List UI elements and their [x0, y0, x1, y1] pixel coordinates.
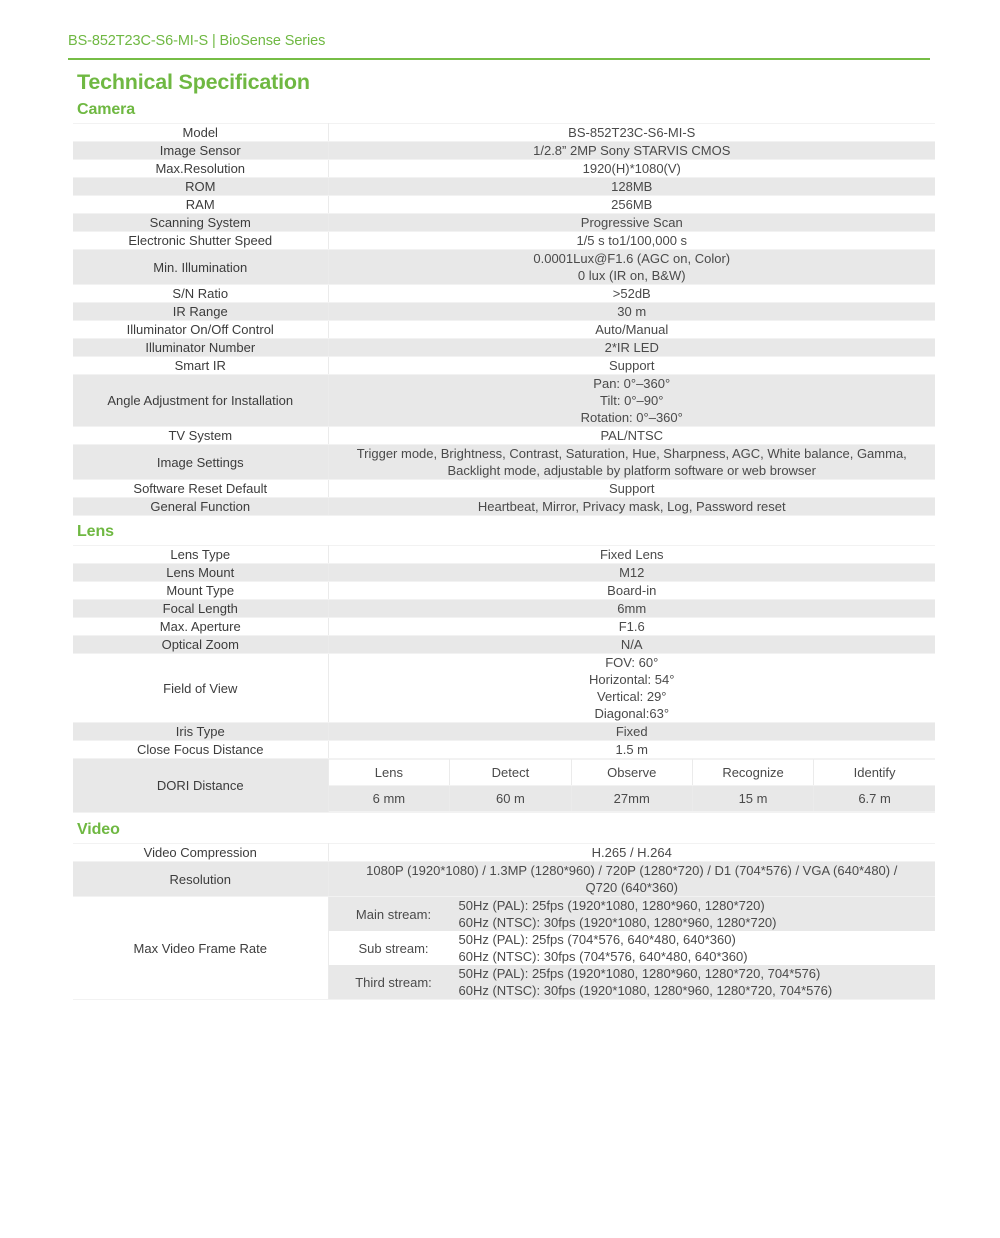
spec-label: Lens Mount [73, 564, 328, 582]
table-row [73, 196, 935, 214]
spec-value-line: 0.0001Lux@F1.6 (AGC on, Color) [533, 251, 731, 266]
dori-distance-row [73, 759, 935, 813]
spec-value [328, 636, 935, 654]
table-row [73, 303, 935, 321]
dori-header-cell: Lens [329, 760, 450, 786]
video-rows [73, 844, 935, 1000]
spec-value-line: 1.5 m [615, 742, 648, 757]
spec-label: Mount Type [73, 582, 328, 600]
stream-row [329, 931, 936, 965]
spec-value [328, 285, 935, 303]
spec-value-line: Vertical: 29° [596, 689, 667, 704]
spec-value-line: Board-in [607, 583, 657, 598]
spec-value [328, 741, 935, 759]
stream-value-line: 60Hz (NTSC): 30fps (1920*1080, 1280*960, 1280*720) [458, 915, 777, 930]
table-row [73, 357, 935, 375]
spec-value [328, 844, 935, 862]
spec-value-line: 256MB [611, 197, 653, 212]
table-row [73, 723, 935, 741]
spec-value [328, 160, 935, 178]
spec-value [328, 250, 935, 285]
section-title-lens: Lens [77, 523, 114, 540]
spec-value [328, 321, 935, 339]
spec-value-line: Q720 (640*360) [585, 880, 678, 895]
table-row [73, 564, 935, 582]
table-row [73, 480, 935, 498]
spec-label: General Function [73, 498, 328, 516]
stream-row [329, 965, 936, 999]
spec-value-line: 1920(H)*1080(V) [582, 161, 681, 176]
table-row [73, 375, 935, 427]
spec-value-line: Tilt: 0°–90° [600, 393, 664, 408]
stream-table [329, 897, 936, 999]
spec-label: Illuminator On/Off Control [73, 321, 328, 339]
stream-name: Main stream: [329, 897, 459, 931]
spec-label: ROM [73, 178, 328, 196]
spec-value [328, 618, 935, 636]
spec-value [328, 196, 935, 214]
stream-value-line: 50Hz (PAL): 25fps (1920*1080, 1280*960, 1280*720, 704*576) [458, 966, 821, 981]
spec-label: Resolution [73, 862, 328, 897]
section-title-camera: Camera [77, 101, 136, 118]
spec-label: Software Reset Default [73, 480, 328, 498]
spec-value [328, 214, 935, 232]
spec-value-line: Trigger mode, Brightness, Contrast, Saturation, Hue, Sharpness, AGC, White balance, Gamma, [356, 446, 907, 461]
dori-value-cell: 15 m [692, 786, 813, 812]
spec-value-line: BS-852T23C-S6-MI-S [568, 125, 696, 140]
stream-name: Sub stream: [329, 931, 459, 965]
table-row [73, 600, 935, 618]
table-row [73, 232, 935, 250]
table-row [73, 445, 935, 480]
spec-value-line: 1/5 s to1/100,000 s [576, 233, 688, 248]
dori-value-cell: 6.7 m [814, 786, 935, 812]
spec-value-line: 2*IR LED [604, 340, 659, 355]
spec-value [328, 232, 935, 250]
spec-value [328, 124, 935, 142]
spec-value [328, 303, 935, 321]
table-row [73, 339, 935, 357]
page-title: Technical Specification [77, 70, 310, 94]
spec-label: RAM [73, 196, 328, 214]
dori-header-cell: Observe [571, 760, 692, 786]
lens-rows [73, 546, 935, 813]
spec-value-line: FOV: 60° [605, 655, 659, 670]
spec-value [328, 480, 935, 498]
dori-header-cell: Identify [814, 760, 935, 786]
spec-content [0, 100, 1000, 1000]
stream-table-cell [328, 897, 935, 1000]
spec-table-lens [73, 545, 935, 813]
stream-value-line: 50Hz (PAL): 25fps (704*576, 640*480, 640*360) [458, 932, 736, 947]
table-row [73, 741, 935, 759]
spec-label: Max Video Frame Rate [73, 897, 328, 1000]
table-row [73, 427, 935, 445]
spec-value-line: 1080P (1920*1080) / 1.3MP (1280*960) / 720P (1280*720) / D1 (704*576) / VGA (640*480) / [366, 863, 898, 878]
spec-value [328, 357, 935, 375]
spec-value-line: PAL/NTSC [600, 428, 664, 443]
dori-value-row [329, 786, 936, 812]
table-row [73, 546, 935, 564]
spec-value [328, 546, 935, 564]
dori-header-cell: Recognize [692, 760, 813, 786]
spec-value-line: Pan: 0°–360° [593, 376, 671, 391]
spec-value [328, 498, 935, 516]
spec-label: Image Settings [73, 445, 328, 480]
spec-value-line: 30 m [617, 304, 647, 319]
spec-label: Lens Type [73, 546, 328, 564]
spec-label: Model [73, 124, 328, 142]
stream-value [459, 931, 936, 965]
spec-label: Min. Illumination [73, 250, 328, 285]
spec-value [328, 142, 935, 160]
spec-value [328, 178, 935, 196]
spec-value-line: H.265 / H.264 [591, 845, 672, 860]
table-row [73, 285, 935, 303]
spec-label: Scanning System [73, 214, 328, 232]
spec-label: Illuminator Number [73, 339, 328, 357]
camera-rows [73, 124, 935, 516]
frame-rate-row [73, 897, 935, 1000]
spec-label: TV System [73, 427, 328, 445]
dori-value-cell: 27mm [571, 786, 692, 812]
table-row [73, 142, 935, 160]
spec-label: Close Focus Distance [73, 741, 328, 759]
table-row [73, 178, 935, 196]
spec-value-line: Support [608, 358, 655, 373]
spec-value [328, 427, 935, 445]
spec-value [328, 600, 935, 618]
spec-label: Iris Type [73, 723, 328, 741]
dori-header-row [329, 760, 936, 786]
table-row [73, 636, 935, 654]
spec-value-line: N/A [620, 637, 643, 652]
stream-value-line: 60Hz (NTSC): 30fps (704*576, 640*480, 640*360) [458, 949, 748, 964]
spec-label: S/N Ratio [73, 285, 328, 303]
spec-value-line: Rotation: 0°–360° [580, 410, 683, 425]
table-row [73, 250, 935, 285]
spec-label: Max.Resolution [73, 160, 328, 178]
table-row [73, 844, 935, 862]
dori-value-cell: 60 m [450, 786, 571, 812]
stream-value-line: 50Hz (PAL): 25fps (1920*1080, 1280*960, 1280*720) [458, 898, 765, 913]
spec-value [328, 375, 935, 427]
stream-value [459, 965, 936, 999]
spec-label: Electronic Shutter Speed [73, 232, 328, 250]
table-row [73, 214, 935, 232]
header-divider [68, 58, 930, 60]
spec-table-video [73, 843, 935, 1000]
spec-label: Field of View [73, 654, 328, 723]
table-row [73, 582, 935, 600]
spec-table-camera [73, 123, 935, 516]
stream-name: Third stream: [329, 965, 459, 999]
spec-label: IR Range [73, 303, 328, 321]
spec-label: DORI Distance [73, 759, 328, 813]
spec-value-line: F1.6 [618, 619, 645, 634]
spec-label: Optical Zoom [73, 636, 328, 654]
spec-label: Angle Adjustment for Installation [73, 375, 328, 427]
stream-row [329, 897, 936, 931]
dori-header-cell: Detect [450, 760, 571, 786]
table-row [73, 654, 935, 723]
spec-value-line: Auto/Manual [595, 322, 669, 337]
table-row [73, 618, 935, 636]
spec-value-line: 6mm [617, 601, 647, 616]
table-row [73, 862, 935, 897]
spec-value-line: Fixed Lens [599, 547, 664, 562]
table-row [73, 321, 935, 339]
spec-value-line: M12 [619, 565, 645, 580]
table-row [73, 160, 935, 178]
spec-value [328, 445, 935, 480]
stream-value [459, 897, 936, 931]
dori-table-cell [328, 759, 935, 813]
table-row [73, 124, 935, 142]
breadcrumb: BS-852T23C-S6-MI-S | BioSense Series [68, 33, 326, 49]
dori-value-cell: 6 mm [329, 786, 450, 812]
dori-table [329, 759, 936, 812]
spec-value-line: Horizontal: 54° [589, 672, 675, 687]
spec-value-line: >52dB [612, 286, 651, 301]
spec-value-line: Support [608, 481, 655, 496]
section-title-video: Video [77, 821, 120, 838]
spec-label: Smart IR [73, 357, 328, 375]
spec-label: Image Sensor [73, 142, 328, 160]
spec-label: Video Compression [73, 844, 328, 862]
spec-value [328, 723, 935, 741]
spec-value [328, 862, 935, 897]
stream-value-line: 60Hz (NTSC): 30fps (1920*1080, 1280*960, 1280*720, 704*576) [458, 983, 833, 998]
spec-value-line: Heartbeat, Mirror, Privacy mask, Log, Password reset [477, 499, 786, 514]
spec-value-line: Diagonal:63° [594, 706, 670, 721]
spec-value [328, 654, 935, 723]
spec-value-line: Progressive Scan [580, 215, 683, 230]
spec-value-line: 128MB [611, 179, 653, 194]
spec-value [328, 339, 935, 357]
spec-value-line: 1/2.8” 2MP Sony STARVIS CMOS [533, 143, 731, 158]
table-row [73, 498, 935, 516]
spec-value-line: 0 lux (IR on, B&W) [577, 268, 686, 283]
spec-label: Focal Length [73, 600, 328, 618]
spec-value [328, 582, 935, 600]
spec-value-line: Backlight mode, adjustable by platform software or web browser [447, 463, 816, 478]
spec-value [328, 564, 935, 582]
spec-label: Max. Aperture [73, 618, 328, 636]
spec-value-line: Fixed [615, 724, 648, 739]
